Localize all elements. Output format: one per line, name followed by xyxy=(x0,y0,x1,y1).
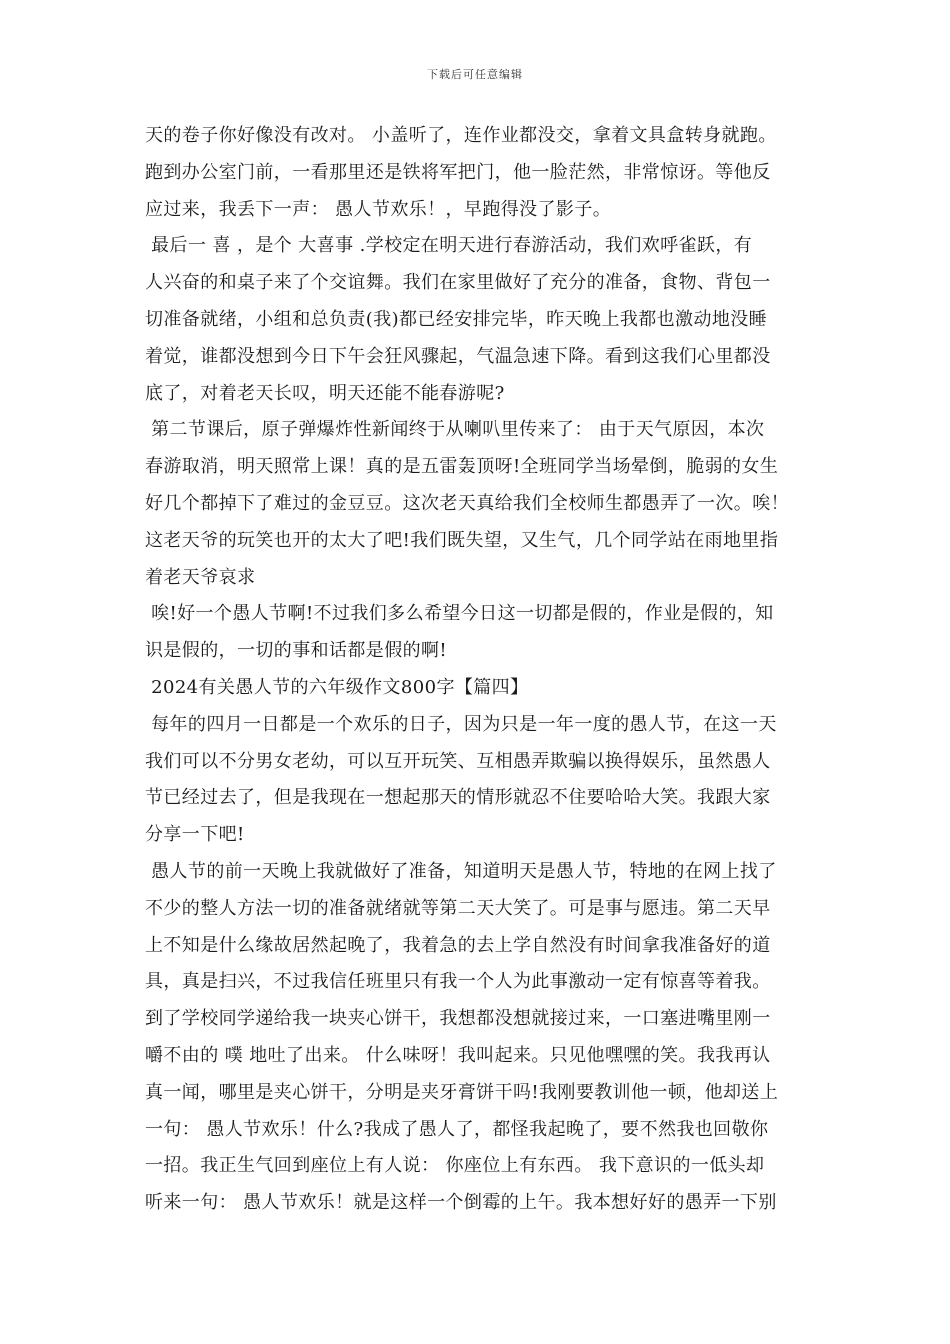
text-line: 唉!好一个愚人节啊!不过我们多么希望今日这一切都是假的，作业是假的，知 xyxy=(145,603,774,625)
text-line: 第二节课后，原子弹爆炸性新闻终于从喇叭里传来了： 由于天气原因，本次 xyxy=(145,419,765,441)
text-line: 着觉，谁都没想到今日下午会狂风骤起，气温急速下降。看到这我们心里都没 xyxy=(145,345,771,367)
section-heading: 2024有关愚人节的六年级作文800字【篇四】 xyxy=(145,676,529,698)
text-line: 跑到办公室门前，一看那里还是铁将军把门，他一脸茫然，非常惊讶。等他反 xyxy=(145,161,771,183)
text-line: 最后一 喜 ，是个 大喜事 .学校定在明天进行春游活动，我们欢呼雀跃，有 xyxy=(145,235,753,257)
text-line: 这老天爷的玩笑也开的太大了吧!我们既失望，又生气，几个同学站在雨地里指 xyxy=(145,529,779,551)
text-line: 每年的四月一日都是一个欢乐的日子，因为只是一年一度的愚人节，在这一天 xyxy=(145,713,777,735)
text-line: 上不知是什么缘故居然起晚了，我着急的去上学自然没有时间拿我准备好的道 xyxy=(145,934,771,956)
text-line: 切准备就绪，小组和总负责(我)都已经安排完毕，昨天晚上我都也激动地没睡 xyxy=(145,308,768,330)
text-line: 天的卷子你好像没有改对。 小盖听了，连作业都没交，拿着文具盒转身就跑。 xyxy=(145,125,777,146)
text-line: 好几个都掉下了难过的金豆豆。这次老天真给我们全校师生都愚弄了一次。唉！ xyxy=(145,492,789,514)
document-body xyxy=(145,118,810,1222)
text-line: 具，真是扫兴，不过我信任班里只有我一个人为此事激动一定有惊喜等着我。 xyxy=(145,971,771,993)
text-line: 听来一句： 愚人节欢乐！就是这样一个倒霉的上午。我本想好好的愚弄一下别 xyxy=(145,1192,777,1214)
text-line: 愚人节的前一天晚上我就做好了准备，知道明天是愚人节，特地的在网上找了 xyxy=(145,860,777,882)
text-line: 分享一下吧! xyxy=(145,824,245,846)
text-line: 到了学校同学递给我一块夹心饼干，我想都没想就接过来，一口塞进嘴里刚一 xyxy=(145,1008,771,1030)
text-line: 着老天爷哀求 xyxy=(145,566,256,588)
text-line: 真一闻，哪里是夹心饼干，分明是夹牙膏饼干吗!我刚要教训他一顿，他却送上 xyxy=(145,1081,779,1103)
text-line: 不少的整人方法一切的准备就绪就等第二天大笑了。可是事与愿违。第二天早 xyxy=(145,897,771,919)
text-line: 识是假的，一切的事和话都是假的啊! xyxy=(145,640,448,662)
text-line: 节已经过去了，但是我现在一想起那天的情形就忍不住要哈哈大笑。我跟大家 xyxy=(145,787,771,809)
text-line: 一招。我正生气回到座位上有人说： 你座位上有东西。 我下意识的一低头却 xyxy=(145,1155,765,1177)
text-line: 我们可以不分男女老幼，可以互开玩笑、互相愚弄欺骗以换得娱乐，虽然愚人 xyxy=(145,750,771,772)
text-line: 嚼不由的 噗 地吐了出来。 什么味呀！我叫起来。只见他嘿嘿的笑。我我再认 xyxy=(145,1044,771,1066)
page-header: 下载后可任意编辑 xyxy=(427,68,523,81)
text-line: 一句： 愚人节欢乐！什么?我成了愚人了，都怪我起晚了，要不然我也回敬你 xyxy=(145,1118,769,1140)
text-line: 春游取消，明天照常上课！真的是五雷轰顶呀!全班同学当场晕倒，脆弱的女生 xyxy=(145,456,779,478)
text-line: 人兴奋的和桌子来了个交谊舞。我们在家里做好了充分的准备，食物、背包一 xyxy=(145,272,771,294)
text-line: 应过来，我丢下一声： 愚人节欢乐！，早跑得没了影子。 xyxy=(145,198,612,220)
text-line: 底了，对着老天长叹，明天还能不能春游呢? xyxy=(145,382,505,404)
